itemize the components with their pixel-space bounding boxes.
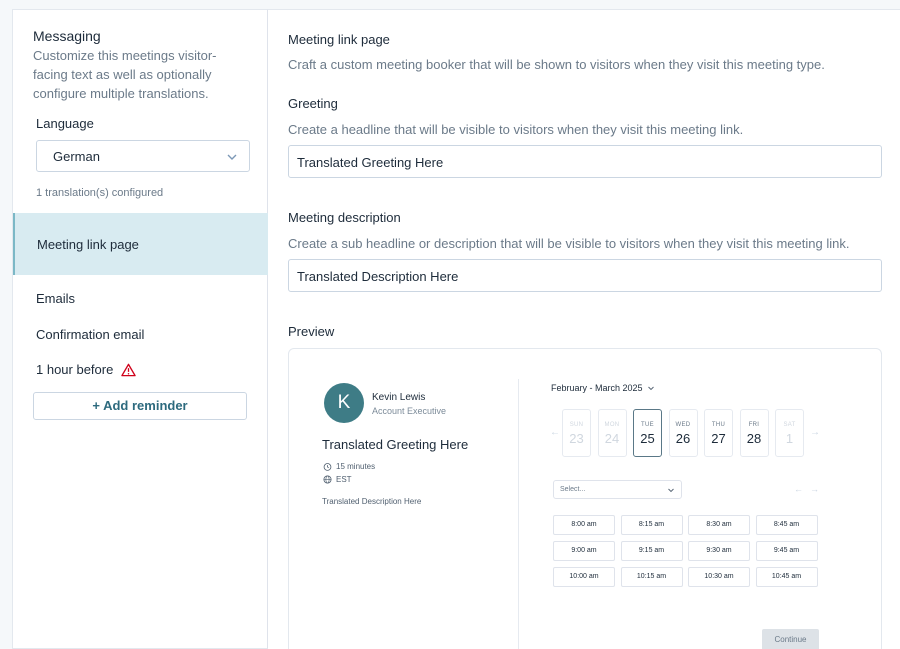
preview-greeting: Translated Greeting Here (322, 437, 469, 452)
reminder-label: 1 hour before (36, 362, 114, 377)
time-slot[interactable]: 9:00 am (553, 541, 615, 561)
main-content (268, 9, 900, 649)
time-slot[interactable]: 9:45 am (756, 541, 818, 561)
add-reminder-button[interactable]: + Add reminder (33, 392, 247, 420)
time-select-placeholder: Select... (560, 486, 586, 493)
day-date: 24 (604, 431, 620, 446)
emails-heading: Emails (36, 291, 76, 306)
timezone-row (323, 475, 352, 484)
sidebar-description: Customize this meetings visitor-facing text as well as optionally configure multiple translations. (33, 48, 217, 101)
month-label: February - March 2025 (551, 383, 643, 393)
day-tue[interactable] (633, 409, 662, 457)
time-slot[interactable]: 10:45 am (756, 567, 818, 587)
sidebar-item-label: Meeting link page (37, 237, 139, 252)
day-fri[interactable] (740, 409, 769, 457)
time-slot[interactable]: 8:30 am (688, 515, 750, 535)
time-select[interactable] (553, 480, 682, 499)
sidebar-item-reminder[interactable] (36, 362, 136, 377)
translation-count: 1 translation(s) configured (36, 187, 164, 199)
booking-preview (288, 348, 882, 649)
day-name: TUE (641, 422, 654, 428)
avatar: K (324, 383, 364, 423)
messaging-sidebar (12, 9, 268, 649)
greeting-label: Greeting (288, 96, 338, 111)
language-label: Language (36, 116, 94, 131)
globe-icon (323, 475, 332, 484)
day-sat (775, 409, 804, 457)
time-slot[interactable]: 10:15 am (621, 567, 683, 587)
sidebar-title: Messaging (33, 28, 101, 44)
day-name: SUN (569, 422, 584, 428)
duration-text: 15 minutes (336, 462, 376, 471)
timezone-text: EST (336, 475, 352, 484)
day-thu[interactable] (704, 409, 733, 457)
chevron-down-icon (667, 486, 675, 494)
day-wed[interactable] (669, 409, 698, 457)
time-slot[interactable]: 8:45 am (756, 515, 818, 535)
description-label: Meeting description (288, 210, 401, 225)
time-slot[interactable]: 8:15 am (621, 515, 683, 535)
day-date: 1 (785, 431, 794, 446)
continue-button[interactable]: Continue (762, 629, 819, 649)
month-selector[interactable] (551, 383, 655, 393)
chevron-down-icon (225, 150, 239, 164)
preview-label: Preview (288, 324, 335, 339)
chevron-down-icon (647, 384, 655, 392)
day-name: SAT (783, 422, 796, 428)
description-help: Create a sub headline or description that will be visible to visitors when they visit this meeting link. (288, 236, 850, 251)
day-name: FRI (748, 422, 760, 428)
day-date: 25 (640, 431, 655, 446)
language-select[interactable] (36, 140, 250, 172)
day-date: 27 (711, 431, 726, 446)
day-mon (598, 409, 627, 457)
preview-divider (518, 379, 519, 649)
host-role: Account Executive (372, 406, 447, 416)
greeting-input[interactable]: Translated Greeting Here (288, 145, 882, 178)
sidebar-item-confirmation-email[interactable]: Confirmation email (36, 327, 145, 342)
time-slot[interactable]: 10:30 am (688, 567, 750, 587)
next-time-arrow[interactable]: → (810, 484, 819, 494)
greeting-help: Create a headline that will be visible to visitors when they visit this meeting link. (288, 122, 744, 137)
clock-icon (323, 462, 332, 471)
prev-time-arrow[interactable]: ← (794, 484, 803, 494)
language-select-value: German (53, 149, 100, 164)
day-name: MON (604, 422, 620, 428)
page-description: Craft a custom meeting booker that will be shown to visitors when they visit this meeting type. (288, 57, 825, 72)
duration-row (323, 462, 375, 471)
preview-description: Translated Description Here (322, 497, 422, 506)
warning-icon (121, 363, 136, 377)
page-title: Meeting link page (288, 32, 390, 47)
time-slot[interactable]: 10:00 am (553, 567, 615, 587)
day-date: 28 (746, 431, 762, 446)
day-name: THU (711, 422, 726, 428)
day-name: WED (675, 422, 691, 428)
day-date: 26 (675, 431, 691, 446)
sidebar-item-meeting-link-page[interactable] (13, 213, 268, 275)
prev-week-arrow[interactable]: ← (550, 427, 560, 438)
time-slot[interactable]: 9:30 am (688, 541, 750, 561)
host-name: Kevin Lewis (372, 392, 426, 403)
next-week-arrow[interactable]: → (810, 427, 820, 438)
day-date: 23 (569, 431, 584, 446)
day-sun (562, 409, 591, 457)
time-slot[interactable]: 9:15 am (621, 541, 683, 561)
description-input[interactable]: Translated Description Here (288, 259, 882, 292)
time-slot[interactable]: 8:00 am (553, 515, 615, 535)
